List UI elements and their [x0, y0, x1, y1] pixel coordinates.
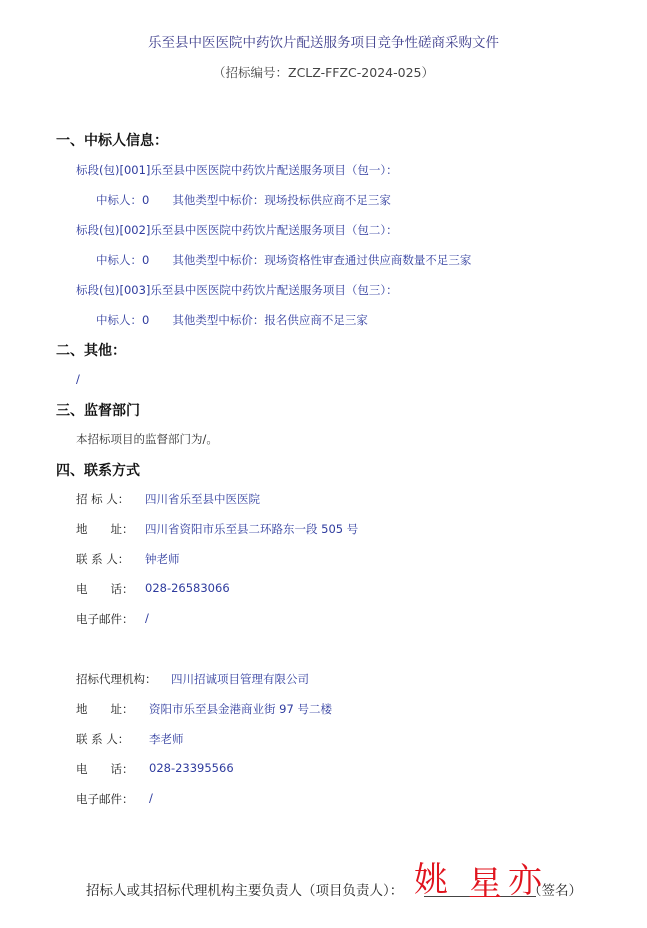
handwritten-signature-char: 星: [468, 864, 502, 904]
agency-contact: 李老师: [149, 732, 184, 746]
agency-phone: 028-23395566: [149, 761, 234, 775]
handwritten-signature-char: 姚: [414, 860, 448, 900]
supervision-content: 本招标项目的监督部门为/。: [76, 432, 218, 446]
signature-caption: 招标人或其招标代理机构主要负责人（项目负责人）：: [86, 883, 404, 899]
section-heading-winner-info: 一、中标人信息：: [56, 133, 168, 149]
tender-number: （招标编号：ZCLZ-FFZC-2024-025）: [213, 65, 434, 80]
tenderer-contact: 钟老师: [145, 552, 180, 566]
lot-title: 标段(包)[002]乐至县中医医院中药饮片配送服务项目（包二）：: [76, 223, 398, 237]
tenderer-phone: 028-26583066: [145, 581, 230, 595]
lot-title: 标段(包)[003]乐至县中医医院中药饮片配送服务项目（包三）：: [76, 283, 398, 297]
tenderer-email-label: 电子邮件：: [76, 612, 134, 626]
tenderer-contact-label: 联 系 人：: [76, 552, 130, 566]
lot-detail: 中标人：0 其他类型中标价：现场投标供应商不足三家: [96, 193, 391, 207]
section-heading-supervision: 三、监督部门: [56, 403, 140, 419]
document-title: 乐至县中医医院中药饮片配送服务项目竞争性磋商采购文件: [148, 35, 499, 51]
lot-detail: 中标人：0 其他类型中标价：报名供应商不足三家: [96, 313, 368, 327]
tenderer-name: 四川省乐至县中医医院: [145, 492, 260, 506]
agency-address-label: 地 址：: [76, 702, 134, 716]
handwritten-signature-char: 亦: [508, 861, 542, 901]
agency-email-label: 电子邮件：: [76, 792, 134, 806]
tenderer-email: /: [145, 611, 149, 625]
agency-address: 资阳市乐至县金港商业街 97 号二楼: [149, 702, 332, 716]
tenderer-address-label: 地 址：: [76, 522, 134, 536]
lot-detail: 中标人：0 其他类型中标价：现场资格性审查通过供应商数量不足三家: [96, 253, 472, 267]
agency-name: 四川招诚项目管理有限公司: [171, 672, 309, 686]
other-content: /: [76, 372, 80, 386]
agency-contact-label: 联 系 人：: [76, 732, 130, 746]
tenderer-address: 四川省资阳市乐至县二环路东一段 505 号: [145, 522, 359, 536]
tenderer-phone-label: 电 话：: [76, 582, 134, 596]
agency-email: /: [149, 791, 153, 805]
section-heading-other: 二、其他：: [56, 343, 126, 359]
agency-phone-label: 电 话：: [76, 762, 134, 776]
agency-name-label: 招标代理机构：: [76, 672, 157, 686]
section-heading-contact: 四、联系方式: [56, 463, 140, 479]
lot-title: 标段(包)[001]乐至县中医医院中药饮片配送服务项目（包一）：: [76, 163, 398, 177]
signature-suffix: （签名）: [528, 883, 582, 899]
tenderer-name-label: 招 标 人：: [76, 492, 130, 506]
